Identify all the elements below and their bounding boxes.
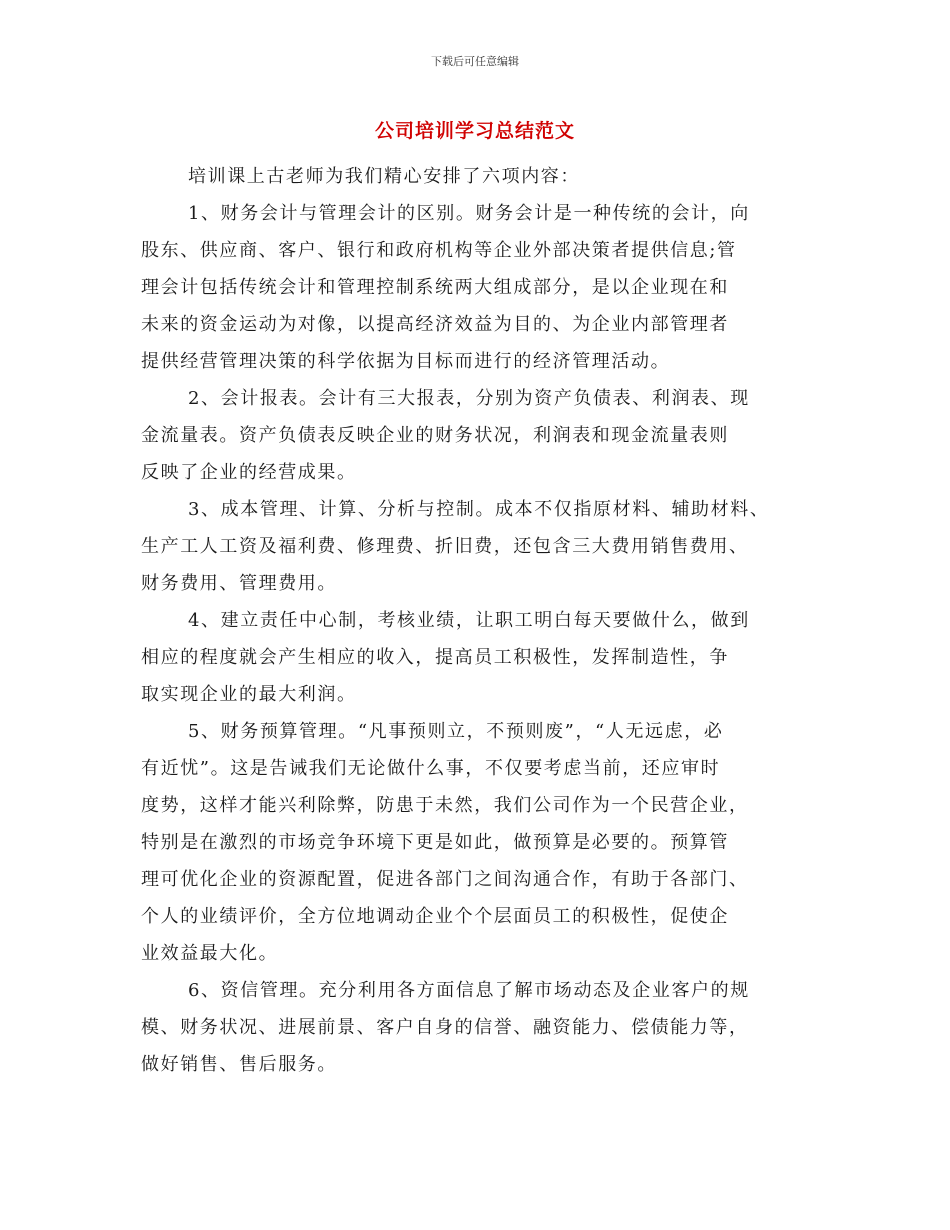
text-line: 金流量表。资产负债表反映企业的财务状况，利润表和现金流量表则: [141, 425, 729, 446]
text-line: 取实现企业的最大利润。: [141, 684, 357, 705]
text-line: 业效益最大化。: [141, 943, 279, 964]
text-line: 特别是在激烈的市场竞争环境下更是如此，做预算是必要的。预算管: [141, 832, 729, 853]
text-line: 培训课上古老师为我们精心安排了六项内容：: [188, 166, 580, 187]
document-title: 公司培训学习总结范文: [374, 120, 575, 142]
text-line: 2、会计报表。会计有三大报表，分别为资产负债表、利润表、现: [188, 388, 750, 409]
text-line: 4、建立责任中心制，考核业绩，让职工明白每天要做什么，做到: [188, 610, 750, 631]
text-line: 财务费用、管理费用。: [141, 573, 337, 594]
text-line: 反映了企业的经营成果。: [141, 462, 357, 483]
text-line: 做好销售、售后服务。: [141, 1054, 337, 1075]
text-line: 个人的业绩评价，全方位地调动企业个个层面员工的积极性，促使企: [141, 906, 729, 927]
text-line: 模、财务状况、进展前景、客户自身的信誉、融资能力、偿债能力等，: [141, 1017, 749, 1038]
text-line: 理会计包括传统会计和管理控制系统两大组成部分，是以企业现在和: [141, 277, 729, 298]
text-line: 1、财务会计与管理会计的区别。财务会计是一种传统的会计，向: [188, 203, 750, 224]
text-line: 相应的程度就会产生相应的收入，提高员工积极性，发挥制造性，争: [141, 647, 729, 668]
text-line: 提供经营管理决策的科学依据为目标而进行的经济管理活动。: [141, 351, 671, 372]
text-line: 理可优化企业的资源配置，促进各部门之间沟通合作，有助于各部门、: [141, 869, 749, 890]
text-line: 股东、供应商、客户、银行和政府机构等企业外部决策者提供信息;管: [141, 240, 737, 261]
text-line: 未来的资金运动为对像，以提高经济效益为目的、为企业内部管理者: [141, 314, 729, 335]
header-note: 下载后可任意编辑: [431, 55, 519, 68]
text-line: 6、资信管理。充分利用各方面信息了解市场动态及企业客户的规: [188, 980, 750, 1001]
text-line: 5、财务预算管理。“凡事预则立，不预则废”，“人无远虑，必: [188, 721, 724, 742]
text-line: 度势，这样才能兴利除弊，防患于未然，我们公司作为一个民营企业，: [141, 795, 749, 816]
document-body: [141, 158, 816, 1083]
text-line: 有近忧”。这是告诫我们无论做什么事，不仅要考虑当前，还应审时: [141, 758, 721, 779]
text-line: 3、成本管理、计算、分析与控制。成本不仅指原材料、辅助材料、: [188, 499, 770, 520]
text-line: 生产工人工资及福利费、修理费、折旧费，还包含三大费用销售费用、: [141, 536, 749, 557]
